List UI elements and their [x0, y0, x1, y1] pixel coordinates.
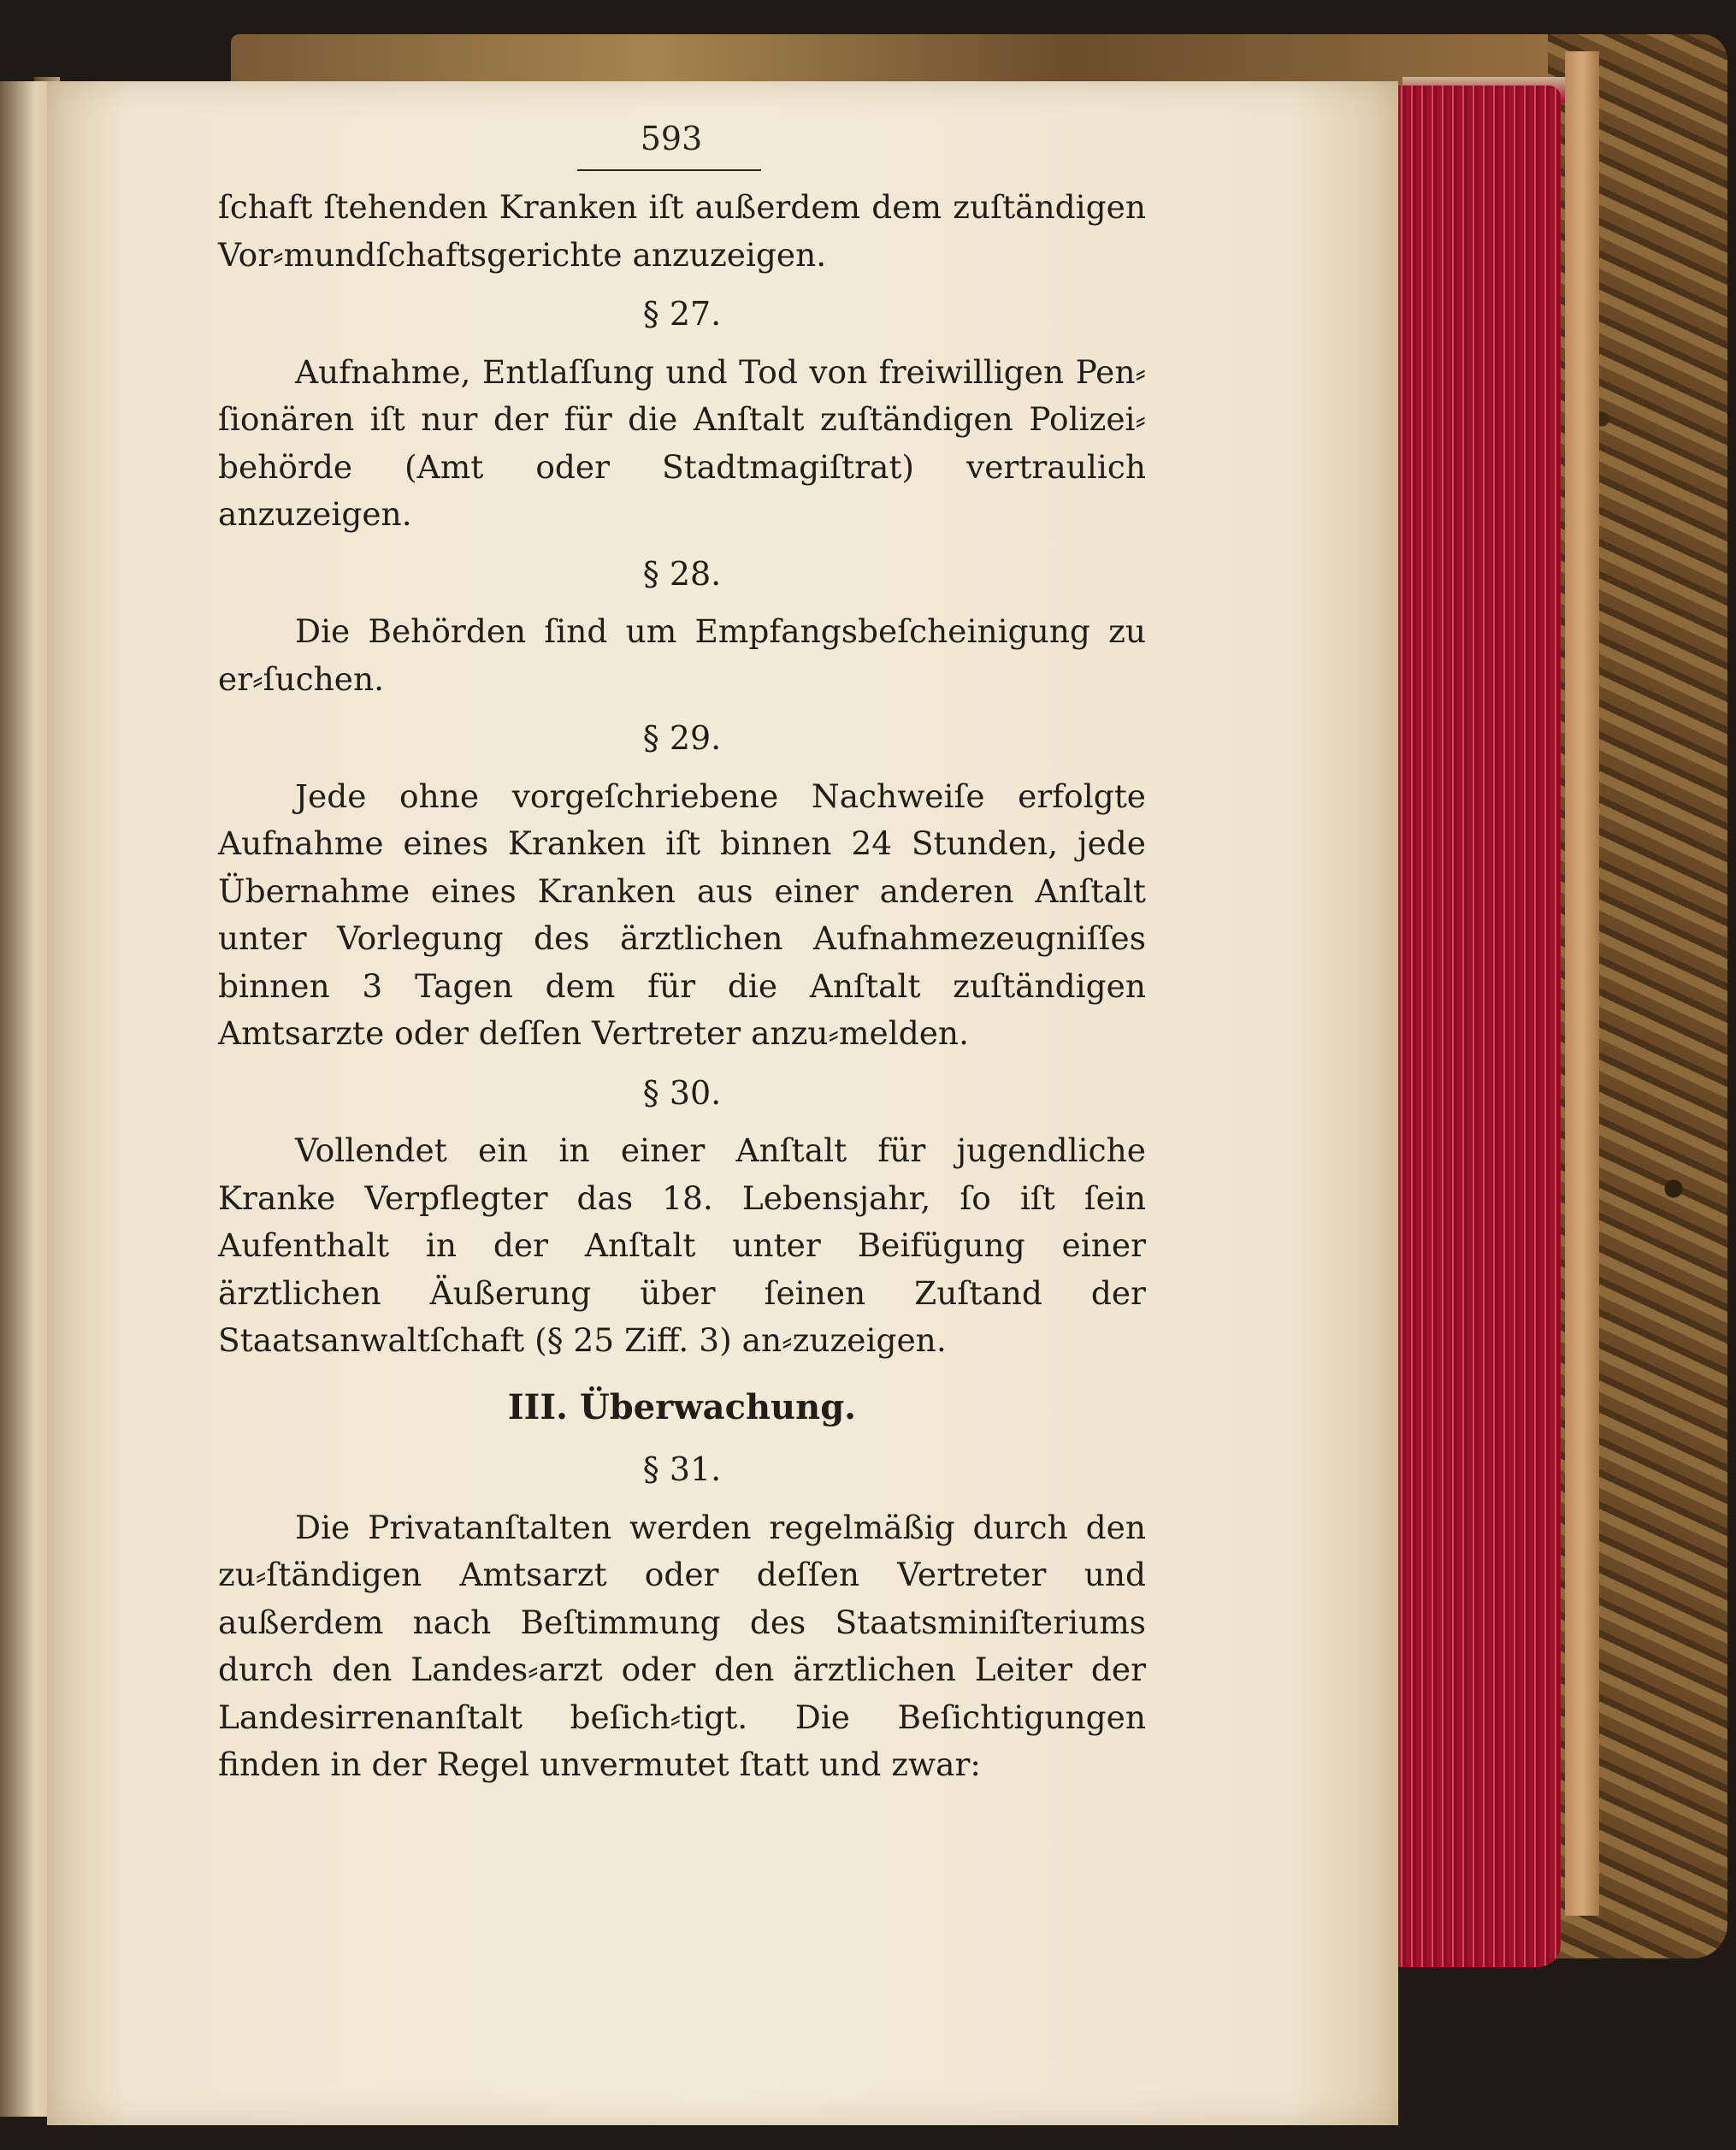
paragraph: Die Behörden ſind um Empfangsbeſcheinigung zu er⸗ſuchen. [218, 612, 1146, 698]
section-number: § 31. [642, 1450, 722, 1488]
paragraph: Jede ohne vorgeſchriebene Nachweiſe erfolgte Aufnahme eines Kranken iſt binnen 24 Stunden, jede Übernahme eines Kranken aus einer anderen Anſtalt unter Vorlegung des ärztlichen Aufnahmezeugniſſes binnen 3 Tagen dem für die Anſtalt zuſtändigen Amtsarzte oder deſſen Vertreter anzu⸗melden. [218, 777, 1146, 1052]
paragraph: Die Privatanſtalten werden regelmäßig durch den zu⸗ſtändigen Amtsarzt oder deſſen Vertreter und außerdem nach Beſtimmung des Staatsminiſteriums durch den Landes⸗arzt oder den ärztlichen Leiter der Landesirrenanſtalt beſich⸗tigt. Die Beſichtigungen finden in der Regel unvermutet ſtatt und zwar: [218, 1508, 1146, 1783]
section-number: § 28. [642, 554, 722, 593]
paragraph: Aufnahme, Entlaſſung und Tod von freiwilligen Pen⸗ſionären iſt nur der für die Anſtalt zuſtändigen Polizei⸗behörde (Amt oder Stadtmagiſtrat) vertraulich anzuzeigen. [218, 352, 1146, 533]
section-number: § 29. [642, 719, 722, 757]
paragraph: Vollendet ein in einer Anſtalt für jugendliche Kranke Verpflegter das 18. Lebensjahr, ſo iſt ſein Aufenthalt in der Anſtalt unter Beifügung einer ärztlichen Äußerung über ſeinen Zuſtand der Staatsanwaltſchaft (§ 25 Ziff. 3) an⸗zuzeigen. [218, 1131, 1146, 1359]
red-page-edges [1385, 86, 1561, 1967]
page-number: 593 [640, 120, 703, 157]
leather-spine-corner [1565, 51, 1599, 1916]
page-number-rule [577, 169, 761, 171]
chapter-heading: III. Überwachung. [507, 1386, 857, 1427]
section-number: § 27. [642, 295, 722, 333]
paragraph: ſchaft ſtehenden Kranken iſt außerdem dem zuſtändigen Vor⸗mundſchaftsgerichte anzuzeigen. [218, 188, 1146, 274]
page-text [218, 184, 1146, 1789]
section-number: § 30. [642, 1073, 722, 1112]
facing-page-edge [0, 81, 51, 2117]
